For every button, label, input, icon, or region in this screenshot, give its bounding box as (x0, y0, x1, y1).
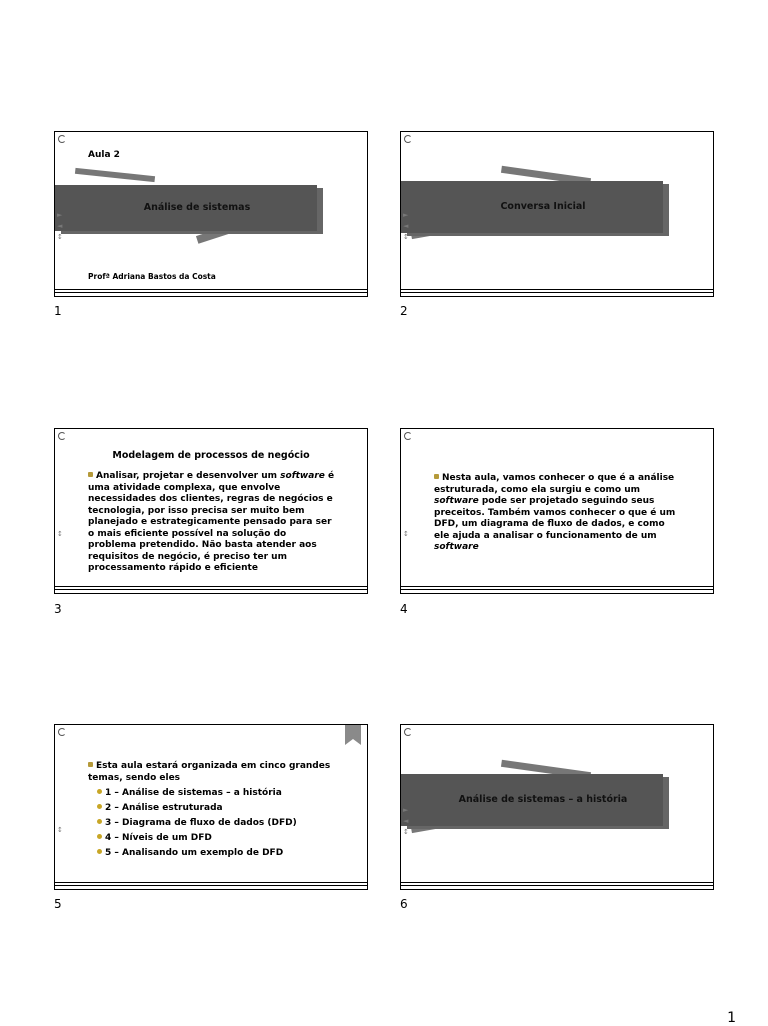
slide-4-number: 4 (400, 602, 408, 616)
slide-5-list (97, 786, 337, 861)
slide-rule (55, 882, 367, 886)
bullet-icon (88, 472, 93, 477)
list-item: 2 – Análise estruturada (97, 801, 337, 816)
corner-mark-icon (58, 728, 66, 736)
list-item: 3 – Diagrama de fluxo de dados (DFD) (97, 816, 337, 831)
corner-mark-icon (404, 135, 412, 143)
slide-rule (401, 289, 713, 293)
list-item: 4 – Níveis de um DFD (97, 831, 337, 846)
bullet-icon (97, 789, 102, 794)
slide-3-number: 3 (54, 602, 62, 616)
slide-3 (54, 428, 368, 594)
slide-3-title: Modelagem de processos de negócio (112, 450, 310, 461)
slide-rule (55, 289, 367, 293)
slide-6-banner (401, 774, 663, 826)
slide-1-banner-text: Análise de sistemas (143, 202, 251, 213)
page-number: 1 (727, 1010, 736, 1026)
slide-3-bullet: Analisar, projetar e desenvolver um software é uma atividade complexa, que envolve necessidades dos clientes, regras de negócios e tecnologia, por isso precisa ser muito bem planejado e estrategicamente pensado para ser o mais eficiente possível na solução do problema pretendido. Não basta atender aos requisitos de negócio, é preciso ter um processamento rápido e eficiente (88, 471, 335, 573)
slide-5-number: 5 (54, 897, 62, 911)
nav-icons: ► ◄ ↕ (403, 211, 409, 241)
slide-1 (54, 131, 368, 297)
bullet-icon (88, 762, 93, 767)
slide-5-intro: Esta aula estará organizada em cinco grandes temas, sendo eles (88, 761, 331, 783)
nav-icons: ↕ (403, 530, 409, 538)
bullet-icon (97, 804, 102, 809)
corner-mark-icon (404, 432, 412, 440)
slide-6-banner-text: Análise de sistemas – a história (458, 794, 628, 805)
ribbon-bookmark-icon (345, 725, 361, 745)
slide-rule (55, 586, 367, 590)
slide-4-bullet: Nesta aula, vamos conhecer o que é a análise estruturada, como ela surgiu e como um software pode ser projetado seguindo seus preceitos. Também vamos conhecer o que é um DFD, um diagrama de fluxo de dados, e como ele ajuda a analisar o funcionamento de um software (434, 473, 676, 552)
corner-mark-icon (404, 728, 412, 736)
nav-icons: ↕ (57, 530, 63, 538)
corner-mark-icon (58, 135, 66, 143)
slide-2-number: 2 (400, 304, 408, 318)
corner-mark-icon (58, 432, 66, 440)
slide-2-banner (401, 181, 663, 233)
slide-rule (401, 586, 713, 590)
list-item: 5 – Analisando um exemplo de DFD (97, 846, 337, 861)
nav-icons: ► ◄ ↕ (57, 211, 63, 241)
list-item: 1 – Análise de sistemas – a história (97, 786, 337, 801)
slide-1-banner (55, 185, 317, 231)
slide-1-bottom-text: Profª Adriana Bastos da Costa (88, 272, 216, 281)
slide-5 (54, 724, 368, 890)
slide-6 (400, 724, 714, 890)
bullet-icon (97, 834, 102, 839)
slide-6-number: 6 (400, 897, 408, 911)
bullet-icon (97, 819, 102, 824)
slide-2-banner-text: Conversa Inicial (500, 201, 586, 212)
slide-1-number: 1 (54, 304, 62, 318)
slide-4 (400, 428, 714, 594)
slide-1-top-text: Aula 2 (88, 150, 120, 160)
nav-icons: ► ◄ ↕ (403, 806, 409, 836)
bullet-icon (434, 474, 439, 479)
slide-2 (400, 131, 714, 297)
decorative-stripe (75, 168, 155, 182)
bullet-icon (97, 849, 102, 854)
nav-icons: ↕ (57, 826, 63, 834)
slide-rule (401, 882, 713, 886)
